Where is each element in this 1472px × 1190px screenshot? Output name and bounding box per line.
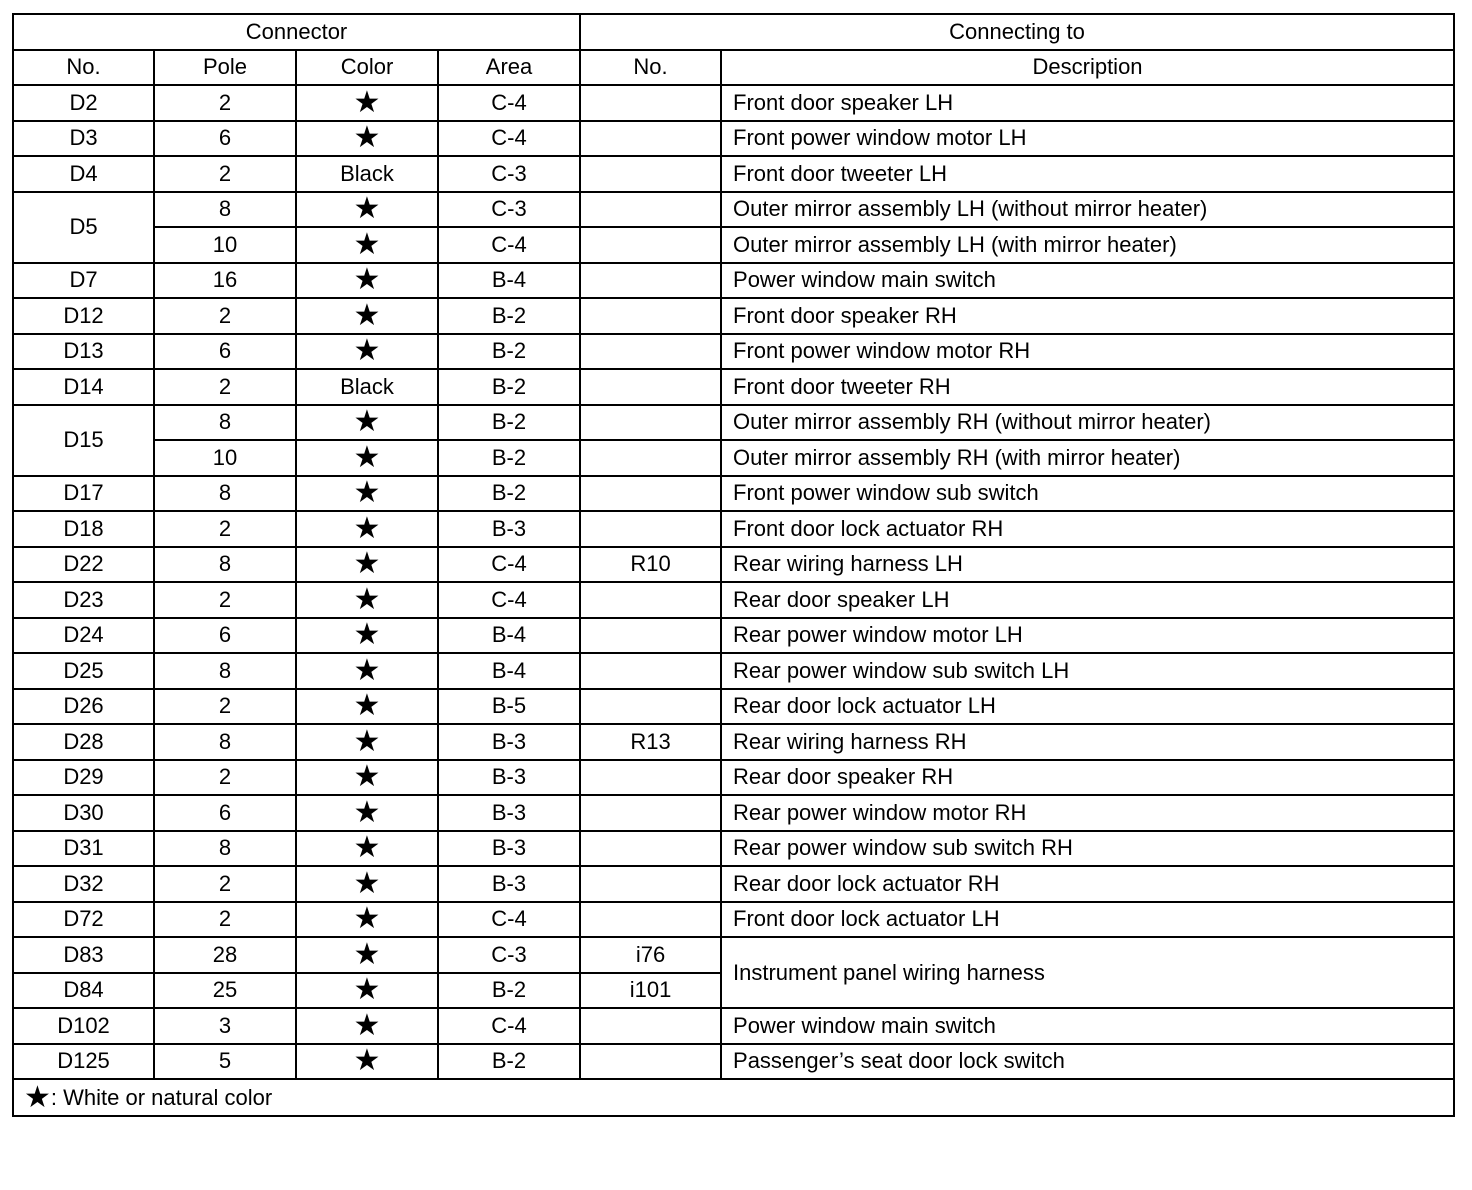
table-row: [13, 405, 1454, 441]
connector-no: D13: [13, 334, 154, 370]
area-code: C-4: [438, 1008, 580, 1044]
connector-no: D125: [13, 1044, 154, 1080]
connector-color: ★: [296, 582, 438, 618]
connector-color: ★: [296, 192, 438, 228]
connecting-no: [580, 653, 721, 689]
pole-count: 25: [154, 973, 296, 1009]
area-code: B-3: [438, 795, 580, 831]
description: Front power window motor LH: [721, 121, 1454, 157]
connector-color: ★: [296, 227, 438, 263]
description: Outer mirror assembly RH (with mirror heater): [721, 440, 1454, 476]
connector-color: ★: [296, 405, 438, 441]
description: Rear door speaker RH: [721, 760, 1454, 796]
pole-count: 8: [154, 192, 296, 228]
connector-no: D31: [13, 831, 154, 867]
connecting-no: [580, 511, 721, 547]
table-row: [13, 1008, 1454, 1044]
col-header-no: No.: [13, 50, 154, 86]
table-row: [13, 263, 1454, 299]
table-row: [13, 85, 1454, 121]
legend-row: [13, 1079, 1454, 1116]
description: Outer mirror assembly RH (without mirror heater): [721, 405, 1454, 441]
area-code: B-4: [438, 263, 580, 299]
connector-color: ★: [296, 831, 438, 867]
connecting-no: [580, 121, 721, 157]
table-row: [13, 298, 1454, 334]
table-row: [13, 760, 1454, 796]
pole-count: 2: [154, 582, 296, 618]
table-row: [13, 334, 1454, 370]
description: Front door lock actuator RH: [721, 511, 1454, 547]
table-row: [13, 1044, 1454, 1080]
area-code: C-4: [438, 547, 580, 583]
description: Outer mirror assembly LH (with mirror heater): [721, 227, 1454, 263]
connecting-no: [580, 618, 721, 654]
connector-color: ★: [296, 937, 438, 973]
table-row: [13, 547, 1454, 583]
table-row: [13, 156, 1454, 192]
pole-count: 2: [154, 511, 296, 547]
connecting-no: [580, 85, 721, 121]
pole-count: 6: [154, 121, 296, 157]
table-row: [13, 689, 1454, 725]
connecting-no: [580, 405, 721, 441]
area-code: B-5: [438, 689, 580, 725]
col-header-pole: Pole: [154, 50, 296, 86]
connector-no: D7: [13, 263, 154, 299]
connecting-no: R10: [580, 547, 721, 583]
description: Rear door lock actuator LH: [721, 689, 1454, 725]
connector-color: ★: [296, 440, 438, 476]
pole-count: 8: [154, 476, 296, 512]
connecting-no: [580, 831, 721, 867]
connector-no: D18: [13, 511, 154, 547]
group-header-connector: Connector: [13, 14, 580, 50]
description: Rear wiring harness RH: [721, 724, 1454, 760]
pole-count: 8: [154, 724, 296, 760]
connecting-no: [580, 689, 721, 725]
connector-no: D26: [13, 689, 154, 725]
table-row: [13, 227, 1454, 263]
table-row: [13, 121, 1454, 157]
description: Front power window motor RH: [721, 334, 1454, 370]
description: Outer mirror assembly LH (without mirror heater): [721, 192, 1454, 228]
connector-no: D102: [13, 1008, 154, 1044]
pole-count: 2: [154, 156, 296, 192]
table-row: [13, 618, 1454, 654]
connector-color: ★: [296, 298, 438, 334]
pole-count: 8: [154, 547, 296, 583]
pole-count: 10: [154, 440, 296, 476]
connecting-no: R13: [580, 724, 721, 760]
area-code: B-2: [438, 369, 580, 405]
description: Front door lock actuator LH: [721, 902, 1454, 938]
connector-no: D30: [13, 795, 154, 831]
connector-no: D22: [13, 547, 154, 583]
table-row: [13, 937, 1454, 973]
connector-no: D15: [13, 405, 154, 476]
legend-text: : White or natural color: [50, 1085, 273, 1110]
area-code: B-4: [438, 618, 580, 654]
connector-color: Black: [296, 369, 438, 405]
connecting-no: [580, 760, 721, 796]
connector-no: D4: [13, 156, 154, 192]
area-code: B-3: [438, 511, 580, 547]
table-row: [13, 653, 1454, 689]
description: Power window main switch: [721, 263, 1454, 299]
connecting-no: i101: [580, 973, 721, 1009]
pole-count: 5: [154, 1044, 296, 1080]
pole-count: 6: [154, 334, 296, 370]
table-row: [13, 831, 1454, 867]
connector-no: D32: [13, 866, 154, 902]
connecting-no: [580, 902, 721, 938]
area-code: C-4: [438, 85, 580, 121]
area-code: B-3: [438, 831, 580, 867]
connector-color: ★: [296, 476, 438, 512]
connecting-no: [580, 334, 721, 370]
connector-no: D2: [13, 85, 154, 121]
pole-count: 10: [154, 227, 296, 263]
area-code: B-2: [438, 476, 580, 512]
description: Rear power window motor RH: [721, 795, 1454, 831]
pole-count: 3: [154, 1008, 296, 1044]
col-header-description: Description: [721, 50, 1454, 86]
table-row: [13, 369, 1454, 405]
connecting-no: [580, 440, 721, 476]
description: Rear power window sub switch LH: [721, 653, 1454, 689]
description: Passenger’s seat door lock switch: [721, 1044, 1454, 1080]
pole-count: 2: [154, 760, 296, 796]
connecting-no: [580, 156, 721, 192]
area-code: B-2: [438, 1044, 580, 1080]
col-header-color: Color: [296, 50, 438, 86]
connector-color: ★: [296, 1044, 438, 1080]
connector-color: ★: [296, 724, 438, 760]
pole-count: 2: [154, 85, 296, 121]
connecting-no: i76: [580, 937, 721, 973]
connector-color: ★: [296, 866, 438, 902]
connector-no: D25: [13, 653, 154, 689]
connecting-no: [580, 298, 721, 334]
connector-no: D17: [13, 476, 154, 512]
area-code: B-2: [438, 973, 580, 1009]
area-code: B-3: [438, 760, 580, 796]
connector-color: ★: [296, 121, 438, 157]
pole-count: 16: [154, 263, 296, 299]
description: Rear door speaker LH: [721, 582, 1454, 618]
group-header-row: [13, 14, 1454, 50]
table-row: [13, 582, 1454, 618]
area-code: B-3: [438, 724, 580, 760]
pole-count: 2: [154, 298, 296, 334]
pole-count: 28: [154, 937, 296, 973]
area-code: C-4: [438, 121, 580, 157]
connector-no: D24: [13, 618, 154, 654]
connector-no: D29: [13, 760, 154, 796]
connecting-no: [580, 263, 721, 299]
description: Rear door lock actuator RH: [721, 866, 1454, 902]
connector-no: D23: [13, 582, 154, 618]
connector-no: D84: [13, 973, 154, 1009]
description: Instrument panel wiring harness: [721, 937, 1454, 1008]
area-code: B-2: [438, 440, 580, 476]
description: Front power window sub switch: [721, 476, 1454, 512]
description: Front door speaker RH: [721, 298, 1454, 334]
pole-count: 8: [154, 653, 296, 689]
table-row: [13, 440, 1454, 476]
group-header-connecting-to: Connecting to: [580, 14, 1454, 50]
connecting-no: [580, 582, 721, 618]
area-code: C-4: [438, 582, 580, 618]
connector-color: ★: [296, 760, 438, 796]
connector-no: D3: [13, 121, 154, 157]
area-code: B-2: [438, 298, 580, 334]
col-header-area: Area: [438, 50, 580, 86]
area-code: C-3: [438, 192, 580, 228]
pole-count: 6: [154, 618, 296, 654]
connector-color: ★: [296, 1008, 438, 1044]
connector-color: ★: [296, 973, 438, 1009]
connector-color: ★: [296, 511, 438, 547]
description: Rear wiring harness LH: [721, 547, 1454, 583]
table-row: [13, 192, 1454, 228]
description: Front door speaker LH: [721, 85, 1454, 121]
pole-count: 2: [154, 369, 296, 405]
pole-count: 2: [154, 689, 296, 725]
connector-color: ★: [296, 263, 438, 299]
area-code: C-3: [438, 937, 580, 973]
connector-color: ★: [296, 795, 438, 831]
connector-no: D14: [13, 369, 154, 405]
connector-no: D28: [13, 724, 154, 760]
connecting-no: [580, 795, 721, 831]
legend: [13, 1079, 1454, 1116]
pole-count: 8: [154, 831, 296, 867]
connecting-no: [580, 476, 721, 512]
area-code: B-4: [438, 653, 580, 689]
area-code: C-3: [438, 156, 580, 192]
connecting-no: [580, 227, 721, 263]
table-row: [13, 902, 1454, 938]
pole-count: 2: [154, 866, 296, 902]
table-row: [13, 511, 1454, 547]
pole-count: 6: [154, 795, 296, 831]
column-header-row: [13, 50, 1454, 86]
description: Rear power window sub switch RH: [721, 831, 1454, 867]
connector-color: ★: [296, 653, 438, 689]
connector-color: ★: [296, 334, 438, 370]
description: Front door tweeter RH: [721, 369, 1454, 405]
area-code: B-2: [438, 334, 580, 370]
connecting-no: [580, 192, 721, 228]
connecting-no: [580, 1044, 721, 1080]
area-code: B-2: [438, 405, 580, 441]
connector-color: ★: [296, 547, 438, 583]
connector-no: D12: [13, 298, 154, 334]
col-header-to-no: No.: [580, 50, 721, 86]
connector-color: Black: [296, 156, 438, 192]
connector-color: ★: [296, 618, 438, 654]
connector-no: D83: [13, 937, 154, 973]
pole-count: 8: [154, 405, 296, 441]
connector-color: ★: [296, 689, 438, 725]
table-row: [13, 795, 1454, 831]
connector-table: [12, 13, 1455, 1117]
area-code: B-3: [438, 866, 580, 902]
pole-count: 2: [154, 902, 296, 938]
connecting-no: [580, 1008, 721, 1044]
connecting-no: [580, 369, 721, 405]
star-icon: ★: [24, 1081, 51, 1114]
connecting-no: [580, 866, 721, 902]
table-row: [13, 724, 1454, 760]
description: Rear power window motor LH: [721, 618, 1454, 654]
connector-no: D5: [13, 192, 154, 263]
description: Front door tweeter LH: [721, 156, 1454, 192]
description: Power window main switch: [721, 1008, 1454, 1044]
connector-color: ★: [296, 902, 438, 938]
connector-no: D72: [13, 902, 154, 938]
connector-color: ★: [296, 85, 438, 121]
table-row: [13, 866, 1454, 902]
area-code: C-4: [438, 227, 580, 263]
table-row: [13, 476, 1454, 512]
area-code: C-4: [438, 902, 580, 938]
